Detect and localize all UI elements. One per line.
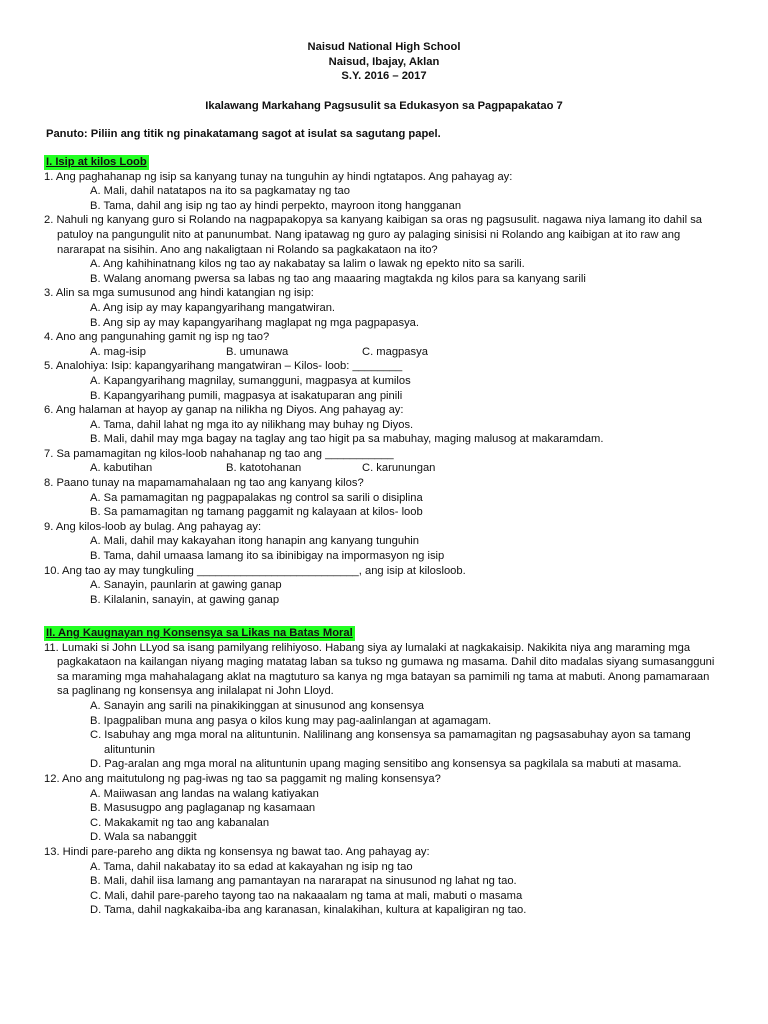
option-a: A. Mali, dahil may kakayahan itong hanapin ang kanyang tunguhin — [90, 535, 420, 548]
option-a: A. Maiiwasan ang landas na walang katiyakan — [90, 787, 319, 800]
option-b: B. Masusugpo ang paglaganap ng kasamaan — [90, 802, 316, 815]
question-text: 13. Hindi pare-pareho ang dikta ng konsensya ng bawat tao. Ang pahayag ay: — [44, 845, 430, 858]
option-a: A. Ang isip ay may kapangyarihang mangatwiran. — [90, 301, 336, 314]
question-2 — [44, 213, 724, 286]
option-a: A. Tama, dahil nakabatay ito sa edad at kakayahan ng isip ng tao — [90, 860, 413, 873]
question-7 — [44, 447, 724, 476]
option-a: A. Sanayin, paunlarin at gawing ganap — [90, 579, 282, 592]
option-b: B. Ang sip ay may kapangyarihang maglapat ng mga pagpapasya. — [90, 316, 420, 329]
school-name: Naisud National High School — [307, 41, 461, 53]
option-a: A. kabutihan — [90, 462, 153, 475]
option-b: B. Ipagpaliban muna ang pasya o kilos kung may pag-aalinlangan at agamagam. — [90, 714, 492, 727]
option-a: A. Tama, dahil lahat ng mga ito ay nilikhang may buhay ng Diyos. — [90, 418, 414, 431]
section-1-heading: I. Isip at kilos Loob — [46, 156, 147, 168]
section-2 — [44, 626, 724, 918]
exam-title: Ikalawang Markahang Pagsusulit sa Edukasyon sa Pagpapakatao 7 — [205, 100, 563, 112]
question-text: 12. Ano ang maitutulong ng pag-iwas ng tao sa paggamit ng maling konsensya? — [44, 772, 441, 785]
option-b: B. Kapangyarihang pumili, magpasya at isakatuparan ang pinili — [90, 389, 403, 402]
school-address: Naisud, Ibajay, Aklan — [328, 55, 440, 68]
option-b: B. Walang anomang pwersa sa labas ng tao ang maaaring magtakda ng kilos para sa kanyang sarili — [90, 272, 586, 285]
question-text: 11. Lumaki si John LLyod sa isang pamilyang relihiyoso. Habang siya ay lumalaki at nagkakaisip. Nakikita niya ang maraming mga pagkakataon na kailangan niyang maging matatag laban sa tukso ng gumawa ng masama. Dahil dito madalas siyang sumasangguni sa maraming mga mahahalagang aklat na magtuturo sa kanya ng mga batayan sa pamimili ng tama at mabuti. Anong pamamaraan sa paglinang ng konsensya ang inilalapat ni John Lloyd. — [44, 641, 715, 698]
option-b: B. umunawa — [226, 345, 289, 358]
option-b: B. Mali, dahil iisa lamang ang pamantayan na nararapat na sinusunod ng lahat ng tao. — [90, 875, 517, 888]
question-4 — [44, 330, 724, 359]
option-c: C. Isabuhay ang mga moral na alituntunin. Nalilinang ang konsensya sa pamamagitan ng pagsasabuhay ayon sa tamang alituntunin — [90, 729, 691, 756]
question-11 — [44, 641, 724, 772]
question-text: 7. Sa pamamagitan ng kilos-loob nahahanap ng tao ang ___________ — [44, 447, 394, 460]
section-1 — [44, 155, 724, 607]
option-c: C. magpasya — [362, 345, 428, 358]
option-b: B. Mali, dahil may mga bagay na taglay ang tao higit pa sa mabuhay, maging malusog at makaramdam. — [90, 433, 604, 446]
question-text: 4. Ano ang pangunahing gamit ng isp ng tao? — [44, 331, 270, 344]
option-d: D. Pag-aralan ang mga moral na alituntunin upang maging sensitibo ang konsensya sa pagkilala sa mabuti at masama. — [90, 758, 682, 771]
question-6 — [44, 403, 724, 447]
option-a: A. mag-isip — [90, 345, 146, 358]
option-b: B. Tama, dahil ang isip ng tao ay hindi perpekto, mayroon itong hangganan — [90, 199, 462, 212]
question-text: 10. Ang tao ay may tungkuling __________________________, ang isip at kilosloob. — [44, 564, 466, 577]
question-text: 9. Ang kilos-loob ay bulag. Ang pahayag ay: — [44, 520, 262, 533]
instructions: Panuto: Piliin ang titik ng pinakatamang sagot at isulat sa sagutang papel. — [46, 128, 441, 140]
question-12 — [44, 772, 724, 845]
question-3 — [44, 286, 724, 330]
question-text: 2. Nahuli ng kanyang guro si Rolando na nagpapakopya sa kanyang kaibigan sa oras ng pagsusulit. nagawa niya lamang ito dahil sa patuloy na pangungulit nito at panunumbat. Nang ipatawag ng guro ay palaging sinisisi ni Rolando ang kaibigan at ito raw ang nararapat na sisihin. Ano ang nakaligtaan ni Rolando sa pagkakataon na ito? — [44, 214, 703, 256]
option-b: B. Tama, dahil umaasa lamang ito sa ibinibigay na impormasyon ng isip — [90, 550, 445, 563]
question-9 — [44, 520, 724, 564]
section-2-heading: II. Ang Kaugnayan ng Konsensya sa Likas na Batas Moral — [46, 627, 353, 639]
option-a: A. Mali, dahil natatapos na ito sa pagkamatay ng tao — [90, 185, 350, 198]
option-c: C. Makakamit ng tao ang kabanalan — [90, 816, 270, 829]
option-d: D. Tama, dahil nagkakaiba-iba ang karanasan, kinalakihan, kultura at kapaligiran ng tao. — [90, 904, 527, 917]
question-text: 6. Ang halaman at hayop ay ganap na nilikha ng Diyos. Ang pahayag ay: — [44, 404, 404, 417]
option-c: C. Mali, dahil pare-pareho tayong tao na nakaaalam ng tama at mali, mabuti o masama — [90, 889, 523, 902]
question-text: 1. Ang paghahanap ng isip sa kanyang tunay na tunguhin ay hindi ngtatapos. Ang pahayag ay: — [44, 170, 513, 183]
question-text: 3. Alin sa mga sumusunod ang hindi katangian ng isip: — [44, 287, 314, 300]
option-b: B. Kilalanin, sanayin, at gawing ganap — [90, 593, 280, 606]
option-c: C. karunungan — [362, 462, 436, 475]
school-header — [0, 40, 768, 84]
option-a: A. Sanayin ang sarili na pinakikinggan at sinusunod ang konsensya — [90, 699, 424, 712]
option-d: D. Wala sa nabanggit — [90, 831, 197, 844]
options-row — [44, 345, 724, 360]
question-1 — [44, 170, 724, 214]
question-text: 5. Analohiya: Isip: kapangyarihang mangatwiran – Kilos- loob: ________ — [44, 360, 403, 373]
question-5 — [44, 359, 724, 403]
question-10 — [44, 564, 724, 608]
school-year: S.Y. 2016 – 2017 — [341, 70, 427, 83]
question-8 — [44, 476, 724, 520]
option-a: A. Kapangyarihang magnilay, sumangguni, magpasya at kumilos — [90, 374, 411, 387]
question-text: 8. Paano tunay na mapamamahalaan ng tao ang kanyang kilos? — [44, 477, 364, 490]
option-b: B. katotohanan — [226, 462, 302, 475]
options-row — [44, 461, 724, 476]
option-a: A. Ang kahihinatnang kilos ng tao ay nakabatay sa lalim o lawak ng epekto nito sa sarili. — [90, 258, 525, 271]
option-a: A. Sa pamamagitan ng pagpapalakas ng control sa sarili o disiplina — [90, 491, 423, 504]
option-b: B. Sa pamamagitan ng tamang paggamit ng kalayaan at kilos- loob — [90, 506, 423, 519]
question-13 — [44, 845, 724, 918]
